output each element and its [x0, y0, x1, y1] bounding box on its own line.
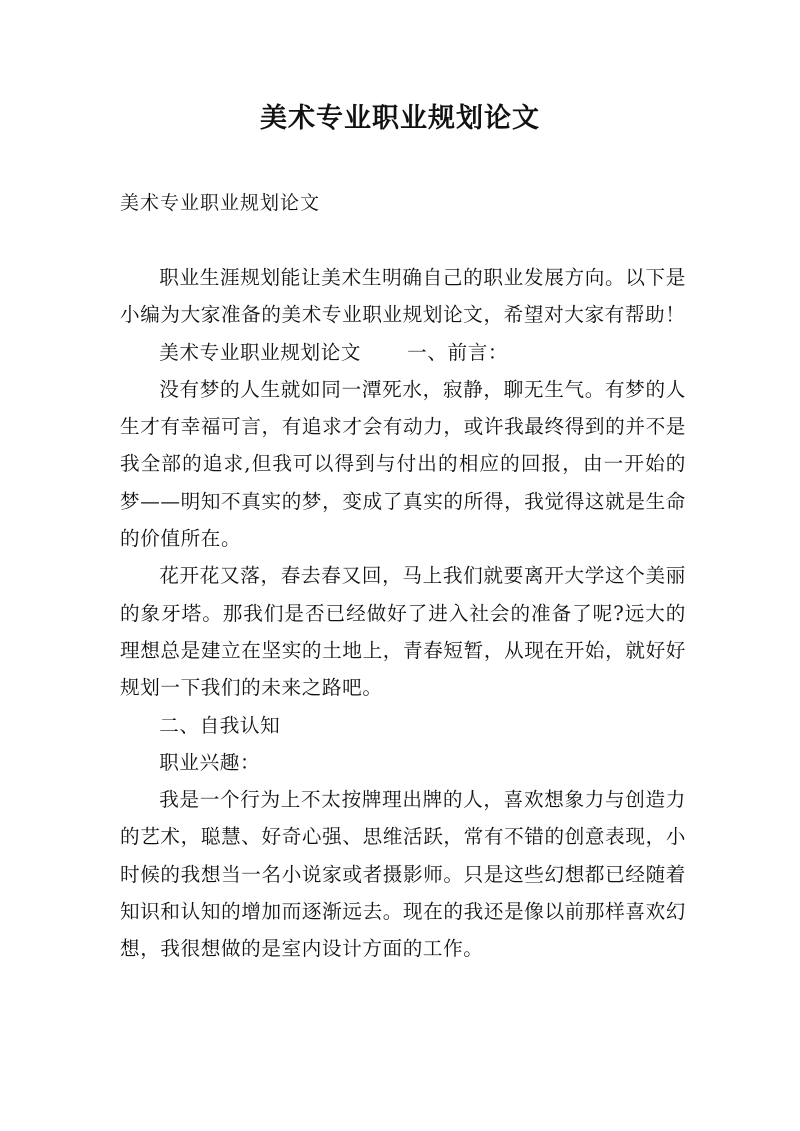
heading-preface: 一、前言：	[407, 340, 509, 364]
paragraph-intro: 职业生涯规划能让美术生明确自己的职业发展方向。以下是小编为大家准备的美术专业职业规划论文，希望对大家有帮助！	[120, 266, 686, 327]
document-title: 美术专业职业规划论文	[260, 103, 540, 134]
paragraph-ivory-tower: 花开花又落，春去春又回，马上我们就要离开大学这个美丽的象牙塔。那我们是否已经做好了进入社会的准备了呢?远大的理想总是建立在坚实的土地上，青春短暂，从现在开始，就好好规划一下我们的未来之路吧。	[120, 564, 686, 700]
heading-article-title: 美术专业职业规划论文	[159, 340, 362, 364]
paragraph-dream: 没有梦的人生就如同一潭死水，寂静，聊无生气。有梦的人生才有幸福可言，有追求才会有动力，或许我最终得到的并不是我全部的追求,但我可以得到与付出的相应的回报，由一开始的梦——明知不真实的梦，变成了真实的所得，我觉得这就是生命的价值所在。	[120, 377, 686, 551]
subheading-career-interest: 职业兴趣：	[159, 750, 261, 774]
section-heading-preface	[120, 334, 686, 371]
paragraph-interest: 我是一个行为上不太按牌理出牌的人，喜欢想象力与创造力的艺术，聪慧、好奇心强、思维活跃，常有不错的创意表现，小时候的我想当一名小说家或者摄影师。只是这些幻想都已经随着知识和认知的增加而逐渐远去。现在的我还是像以前那样喜欢幻想，我很想做的是室内设计方面的工作。	[120, 788, 686, 961]
section-heading-self-awareness: 二、自我认知	[159, 713, 281, 737]
document-subtitle: 美术专业职业规划论文	[120, 192, 321, 214]
document-body	[120, 259, 686, 968]
